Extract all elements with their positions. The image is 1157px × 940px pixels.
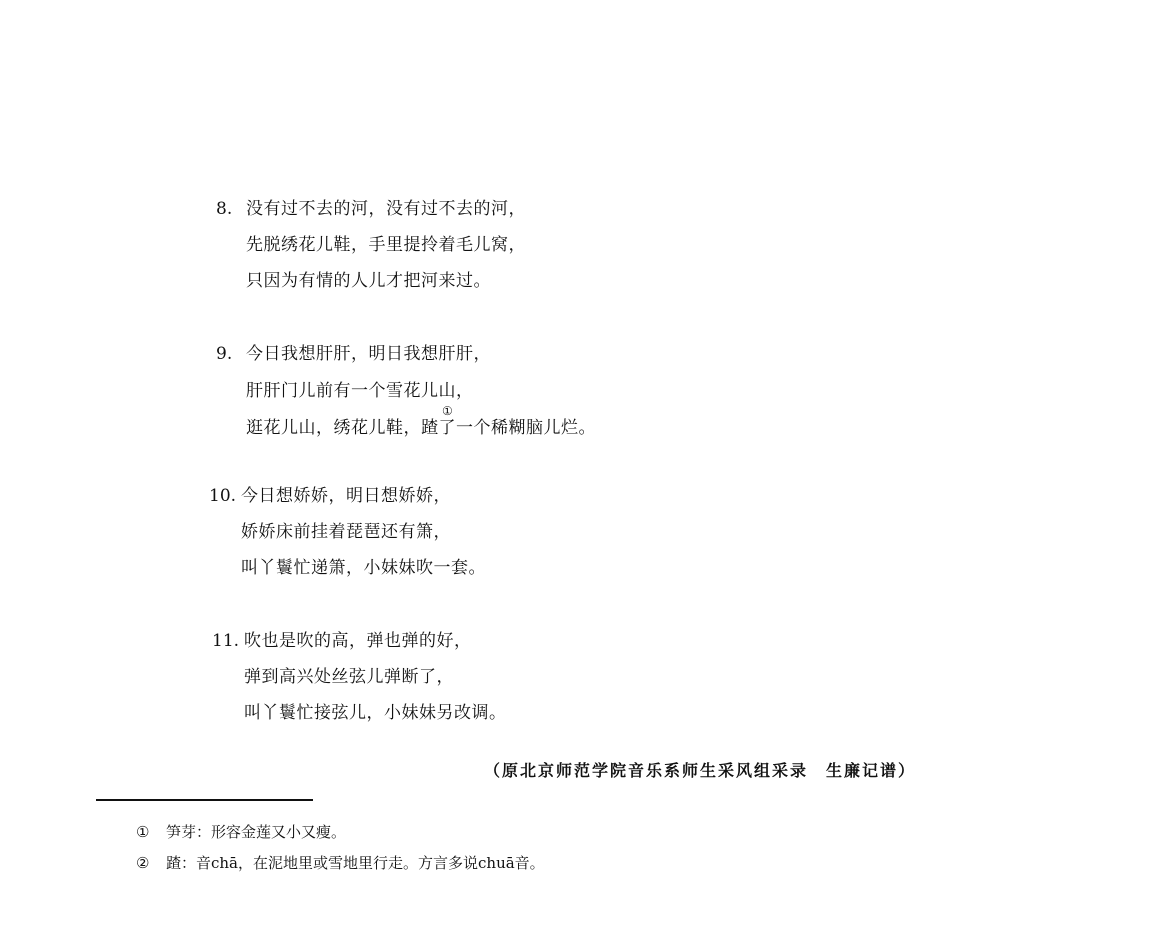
verse-line: 没有过不去的河，没有过不去的河， bbox=[246, 199, 526, 219]
verse-line: 弹到高兴处丝弦儿弹断了， bbox=[244, 667, 454, 687]
verse-number: 11. bbox=[212, 631, 240, 651]
verse-line: 先脱绣花儿鞋，手里提拎着毛儿窝， bbox=[246, 235, 526, 255]
verse-line: 叫丫鬟忙接弦儿，小妹妹另改调。 bbox=[244, 703, 507, 723]
footnote-text: 笋芽：形容金莲又小又瘦。 bbox=[166, 823, 347, 841]
footnote-2 bbox=[136, 853, 545, 873]
verse-number: 8. bbox=[216, 199, 233, 219]
footnote-mark: ① bbox=[136, 823, 150, 841]
footnote-text: 蹅：音chā，在泥地里或雪地里行走。方言多说chuā音。 bbox=[166, 854, 545, 872]
verse-line: 肝肝门儿前有一个雪花儿山， bbox=[246, 381, 474, 401]
verse-line: 今日我想肝肝，明日我想肝肝， bbox=[246, 344, 491, 364]
footnote-1 bbox=[136, 822, 346, 842]
verse-number: 10. bbox=[209, 486, 237, 506]
footnote-divider bbox=[96, 799, 313, 801]
source-credit: （原北京师范学院音乐系师生采风组采录 生廉记谱） bbox=[484, 761, 917, 780]
verse-line: 娇娇床前挂着琵琶还有箫， bbox=[241, 522, 451, 542]
verse-number: 9. bbox=[216, 344, 233, 364]
footnote-mark: ② bbox=[136, 854, 150, 872]
verse-line: 叫丫鬟忙递箫，小妹妹吹一套。 bbox=[241, 558, 486, 578]
verse-line: 只因为有情的人儿才把河来过。 bbox=[246, 271, 491, 291]
verse-line: 吹也是吹的高，弹也弹的好， bbox=[244, 631, 472, 651]
verse-line: 逛花儿山，绣花儿鞋，蹅了一个稀糊脑儿烂。 bbox=[246, 418, 596, 438]
footnote-marker: ① bbox=[442, 404, 453, 418]
verse-line: 今日想娇娇，明日想娇娇， bbox=[241, 486, 451, 506]
